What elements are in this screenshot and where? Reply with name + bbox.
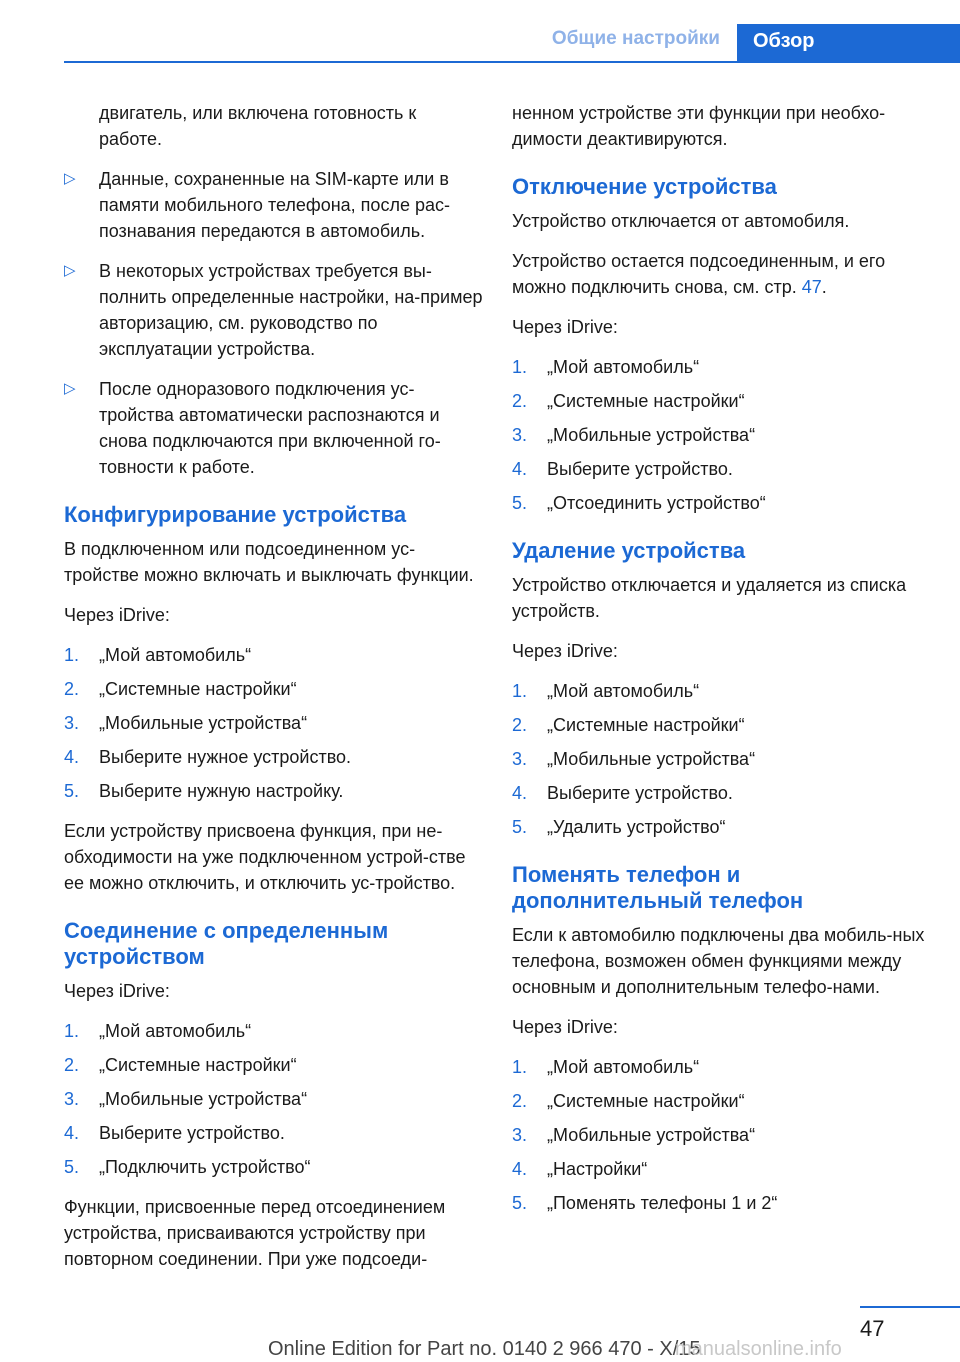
step-number: 5. <box>64 781 80 801</box>
list-item <box>512 456 932 482</box>
triangle-bullet-icon: ▷ <box>64 380 76 397</box>
step-text: „Подключить устройство“ <box>99 1157 311 1177</box>
section-heading-connect: Соединение с определенным устройством <box>64 918 389 969</box>
text-fragment: Устройство остается подсоединенным, и его можно подключить снова, см. стр. <box>512 251 886 297</box>
list-item <box>512 354 932 380</box>
via-idrive: Через iDrive: <box>512 1017 618 1037</box>
step-text: „Системные настройки“ <box>99 679 297 699</box>
bullet-item <box>64 258 484 362</box>
steps-list-swap-phone <box>512 1054 932 1216</box>
step-number: 2. <box>64 1055 80 1075</box>
section-text: Функции, присвоенные перед отсоединением устройства, присваиваются устройству при повторном соединении. При уже подсоеди- <box>64 1197 446 1269</box>
bullet-text: Данные, сохраненные на SIM-карте или в памяти мобильного телефона, после рас-познавания передаются в автомобиль. <box>99 169 450 241</box>
step-number: 2. <box>512 715 528 735</box>
step-number: 2. <box>512 391 528 411</box>
step-number: 3. <box>512 749 528 769</box>
list-item <box>64 1120 484 1146</box>
step-number: 4. <box>512 459 528 479</box>
step-number: 1. <box>512 357 528 377</box>
step-number: 4. <box>64 1123 80 1143</box>
step-text: „Мой автомобиль“ <box>99 645 252 665</box>
step-text: Выберите нужную настройку. <box>99 781 344 801</box>
list-item <box>512 1156 932 1182</box>
list-item <box>512 490 932 516</box>
step-number: 3. <box>512 425 528 445</box>
section-title: Общие настройки <box>551 28 720 49</box>
text-fragment: . <box>821 277 827 297</box>
triangle-bullet-icon: ▷ <box>64 262 76 279</box>
step-number: 5. <box>512 1193 528 1213</box>
list-item <box>512 1054 932 1080</box>
step-number: 5. <box>512 493 528 513</box>
bullet-text: В некоторых устройствах требуется вы-полнить определенные настройки, на-пример авторизацию, см. руководство по эксплуатации устройства. <box>99 261 483 359</box>
step-text: „Мобильные устройства“ <box>547 1125 756 1145</box>
section-text: В подключенном или подсоединенном ус-тройстве можно включать и выключать функции. <box>64 539 474 585</box>
steps-list-connect <box>64 1018 484 1180</box>
intro-continuation: двигатель, или включена готовность к работе. <box>99 103 417 149</box>
section-text <box>512 248 932 300</box>
footer-edition: Online Edition for Part no. 0140 2 966 470 - X/15 <box>268 1338 701 1360</box>
left-column <box>64 100 484 1286</box>
step-number: 5. <box>64 1157 80 1177</box>
section-text: Устройство отключается от автомобиля. <box>512 211 850 231</box>
step-number: 3. <box>512 1125 528 1145</box>
list-item <box>64 1086 484 1112</box>
via-idrive: Через iDrive: <box>64 981 170 1001</box>
triangle-bullet-icon: ▷ <box>64 170 76 187</box>
section-heading-disconnect: Отключение устройства <box>512 174 777 199</box>
step-text: „Системные настройки“ <box>547 391 745 411</box>
steps-list-disconnect <box>512 354 932 516</box>
step-number: 4. <box>512 1159 528 1179</box>
list-item <box>512 678 932 704</box>
step-number: 3. <box>64 1089 80 1109</box>
list-item <box>64 1052 484 1078</box>
step-number: 1. <box>64 1021 80 1041</box>
list-item <box>64 1018 484 1044</box>
page-reference-link[interactable]: 47 <box>801 277 822 297</box>
step-number: 3. <box>64 713 80 733</box>
step-text: „Поменять телефоны 1 и 2“ <box>547 1193 778 1213</box>
section-heading-delete: Удаление устройства <box>512 538 746 563</box>
via-idrive: Через iDrive: <box>64 605 170 625</box>
page-number: 47 <box>860 1316 885 1341</box>
list-item <box>64 1154 484 1180</box>
bullet-item <box>64 166 484 244</box>
step-number: 1. <box>64 645 80 665</box>
list-item <box>64 778 484 804</box>
step-text: „Системные настройки“ <box>99 1055 297 1075</box>
via-idrive: Через iDrive: <box>512 317 618 337</box>
list-item <box>512 1190 932 1216</box>
step-text: „Отсоединить устройство“ <box>547 493 766 513</box>
list-item <box>64 642 484 668</box>
header-rule <box>64 61 960 63</box>
step-text: „Системные настройки“ <box>547 1091 745 1111</box>
list-item <box>64 676 484 702</box>
page-number-rule <box>860 1306 960 1308</box>
section-heading-swap-phone: Поменять телефон и дополнительный телефон <box>512 862 804 913</box>
step-number: 4. <box>64 747 80 767</box>
list-item <box>512 712 932 738</box>
bullet-item <box>64 376 484 480</box>
step-number: 1. <box>512 1057 528 1077</box>
step-number: 1. <box>512 681 528 701</box>
step-text: „Мобильные устройства“ <box>547 425 756 445</box>
step-text: „Мой автомобиль“ <box>547 681 700 701</box>
step-number: 2. <box>64 679 80 699</box>
step-text: „Мой автомобиль“ <box>547 357 700 377</box>
step-text: Выберите устройство. <box>99 1123 285 1143</box>
step-text: „Мобильные устройства“ <box>99 713 308 733</box>
steps-list-configure <box>64 642 484 804</box>
list-item <box>512 746 932 772</box>
watermark: manualsonline.info <box>675 1338 842 1360</box>
step-number: 2. <box>512 1091 528 1111</box>
step-text: „Мой автомобиль“ <box>547 1057 700 1077</box>
step-number: 4. <box>512 783 528 803</box>
via-idrive: Через iDrive: <box>512 641 618 661</box>
section-text: Если к автомобилю подключены два мобиль-ных телефона, возможен обмен функциями между основным и дополнительным телефо-нами. <box>512 925 925 997</box>
step-text: Выберите устройство. <box>547 783 733 803</box>
bullet-text: После одноразового подключения ус-тройства автоматически распознаются и снова подключаются при включенной го-товности к работе. <box>99 379 441 477</box>
step-text: „Настройки“ <box>547 1159 648 1179</box>
steps-list-delete <box>512 678 932 840</box>
list-item <box>512 814 932 840</box>
step-text: „Мобильные устройства“ <box>547 749 756 769</box>
step-text: „Удалить устройство“ <box>547 817 726 837</box>
list-item <box>512 422 932 448</box>
right-column <box>512 100 932 1230</box>
tab-overview[interactable]: Обзор <box>737 24 960 62</box>
list-item <box>512 1088 932 1114</box>
list-item <box>64 744 484 770</box>
step-text: „Системные настройки“ <box>547 715 745 735</box>
list-item <box>512 388 932 414</box>
section-text: Устройство отключается и удаляется из списка устройств. <box>512 575 907 621</box>
list-item <box>512 780 932 806</box>
text-continuation: ненном устройстве эти функции при необхо-димости деактивируются. <box>512 103 886 149</box>
list-item <box>64 710 484 736</box>
step-number: 5. <box>512 817 528 837</box>
section-heading-configure: Конфигурирование устройства <box>64 502 407 527</box>
page-header <box>0 0 960 62</box>
section-text: Если устройству присвоена функция, при не-обходимости на уже подключенном устрой-стве ее можно отключить, и отключить ус-тройство. <box>64 821 466 893</box>
step-text: „Мобильные устройства“ <box>99 1089 308 1109</box>
step-text: Выберите нужное устройство. <box>99 747 352 767</box>
list-item <box>512 1122 932 1148</box>
step-text: „Мой автомобиль“ <box>99 1021 252 1041</box>
step-text: Выберите устройство. <box>547 459 733 479</box>
